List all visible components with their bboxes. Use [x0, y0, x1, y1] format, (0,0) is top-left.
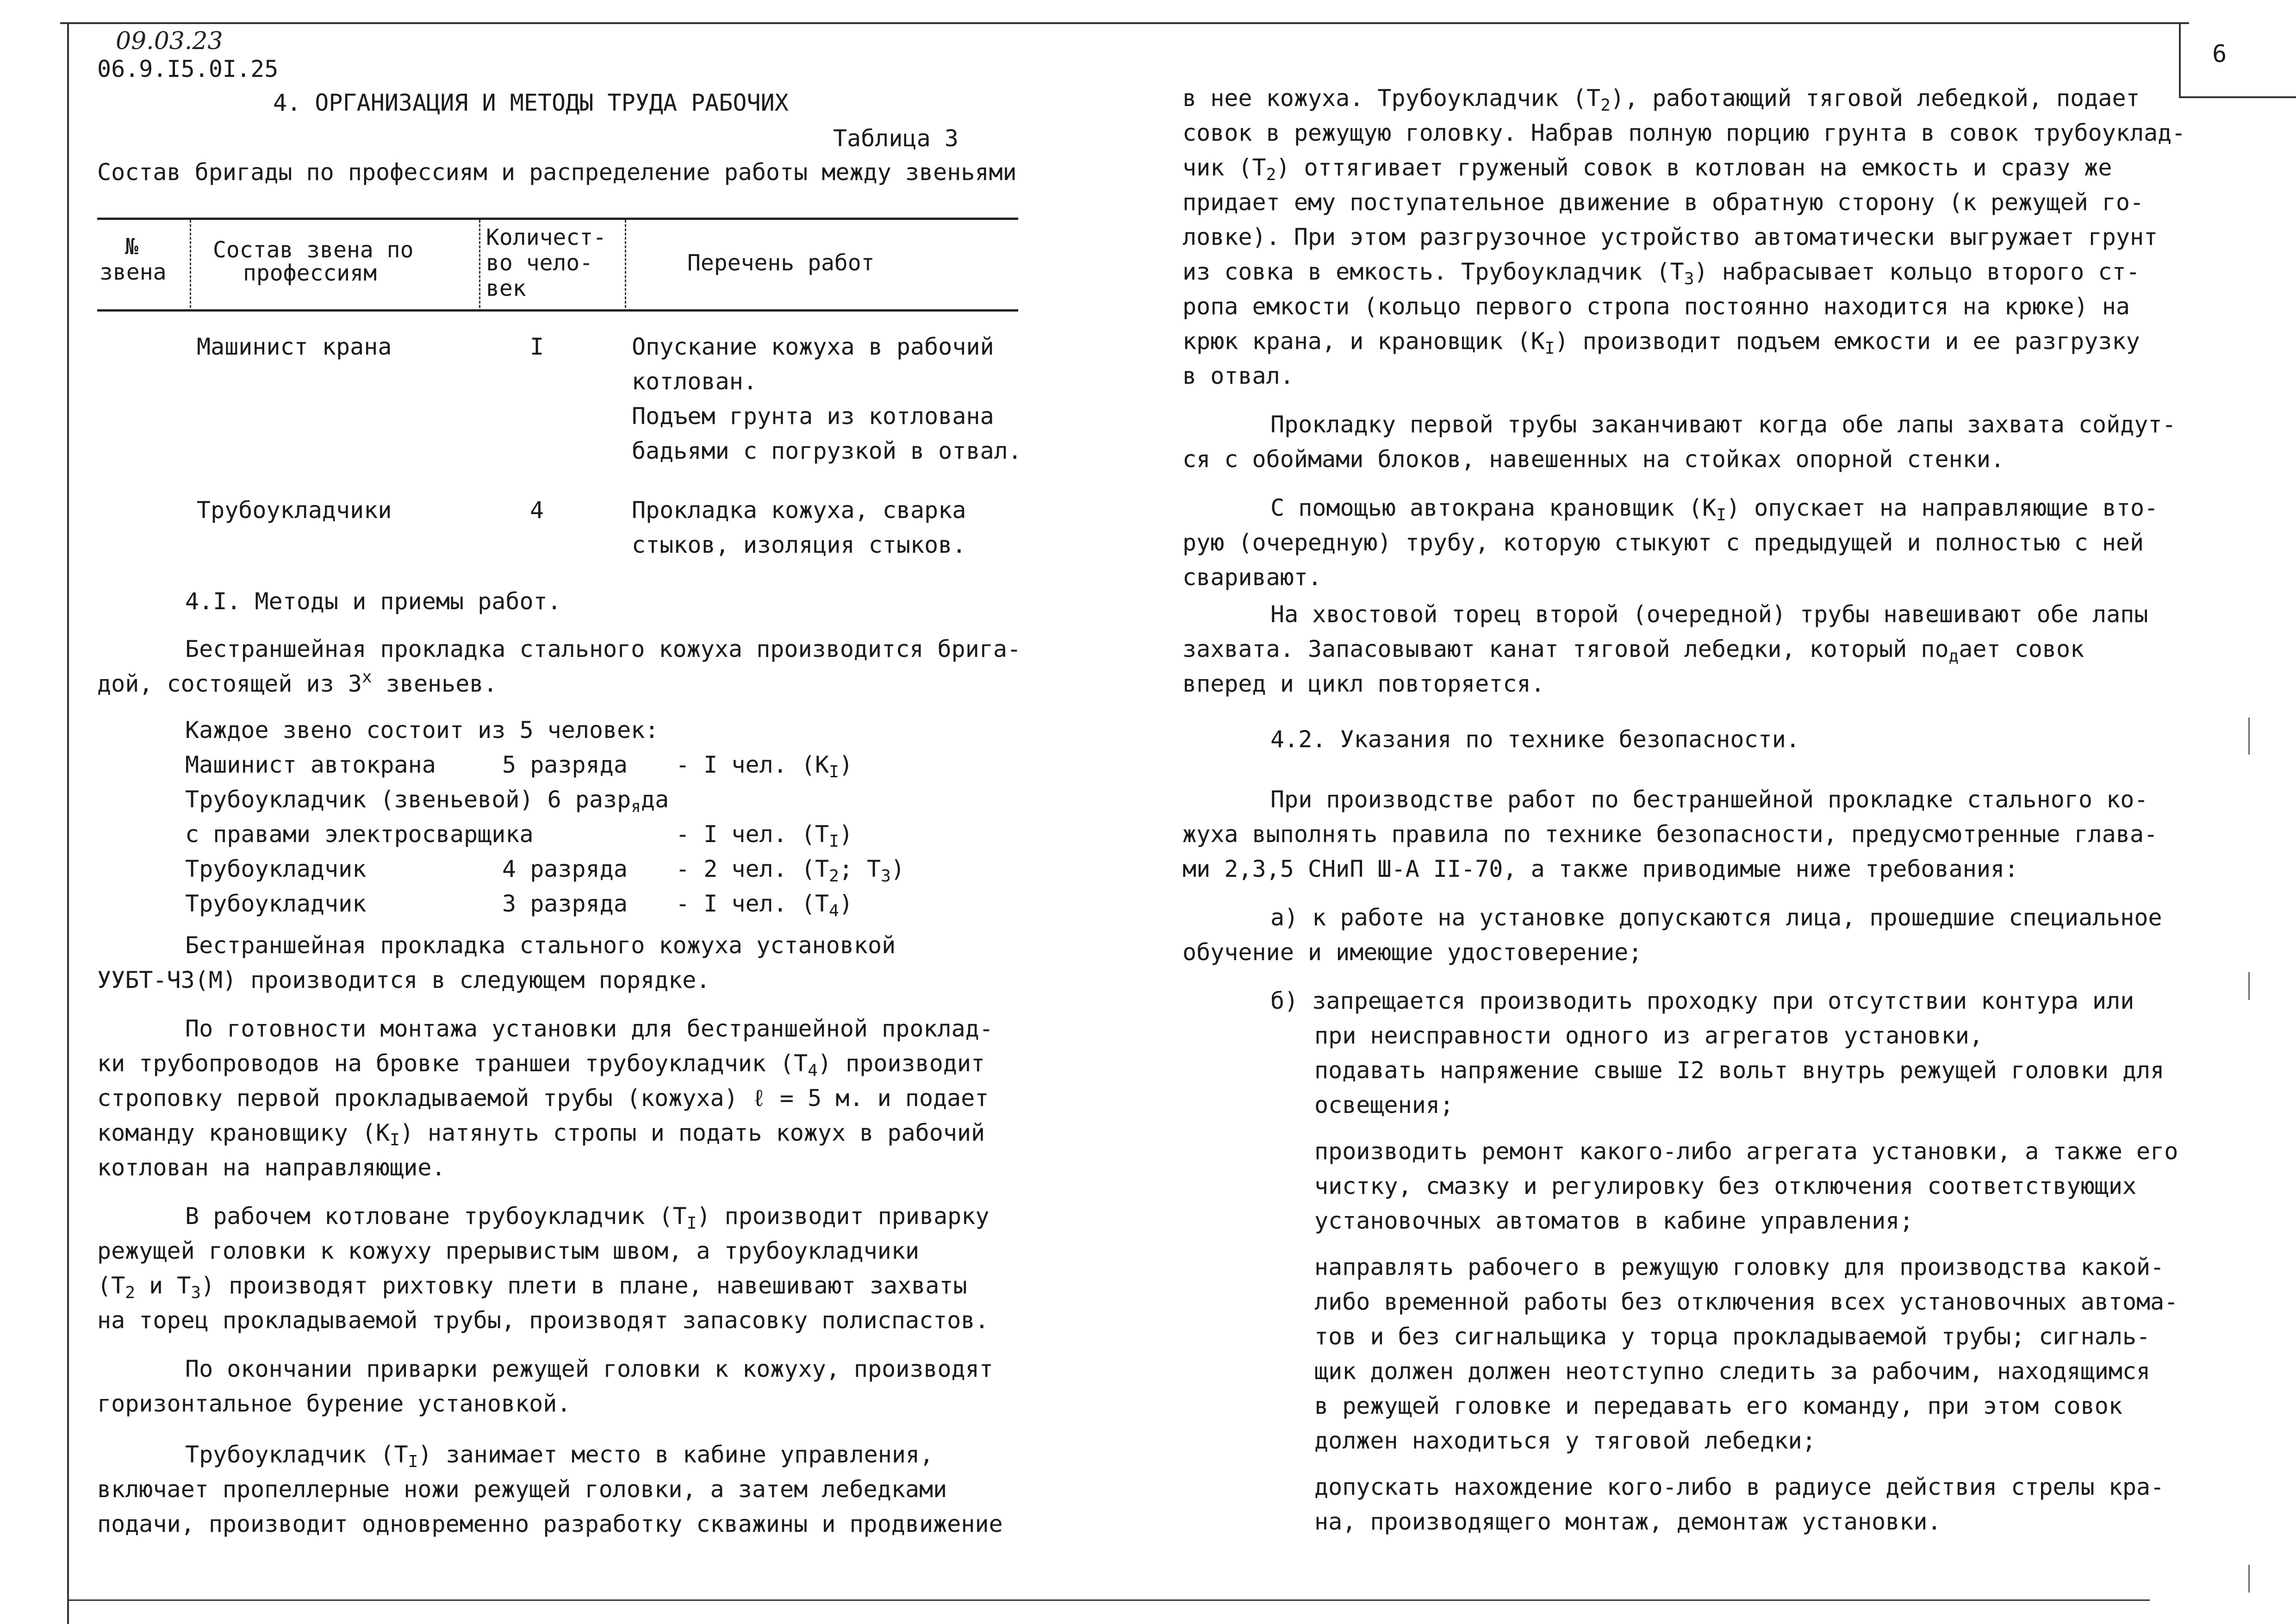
text-line: Прокладку первой трубы заканчивают когда обе лапы захвата сойдут- — [1270, 411, 2176, 438]
section-title: 4. ОРГАНИЗАЦИЯ И МЕТОДЫ ТРУДА РАБОЧИХ — [273, 89, 789, 116]
text-span: из совка в емкость. Трубоукладчик (Т — [1182, 258, 1684, 285]
text-line: режущей головки к кожуху прерывистым швом, а трубоукладчики — [97, 1237, 920, 1264]
text-span: да — [641, 786, 669, 813]
text-span: в нее кожуха. Трубоукладчик (Т — [1182, 85, 1601, 112]
table-header-count-2: во чело- — [486, 250, 593, 276]
subscript: 2 — [829, 867, 839, 886]
text-span: ) опускает на направляющие вто- — [1726, 494, 2159, 521]
text-span: ) производит приварку — [697, 1203, 989, 1230]
text-span: ) — [839, 890, 853, 917]
column-divider — [625, 220, 626, 308]
text-span: (К — [801, 751, 829, 778]
text-span: - 2 чел. — [676, 856, 787, 882]
text-line: При производстве работ по бестраншейной прокладке стального ко- — [1270, 786, 2148, 813]
superscript: х — [361, 668, 372, 687]
text-span: ; Т — [839, 856, 881, 882]
text-line: вперед и цикл повторяется. — [1182, 670, 1545, 697]
text-span: (Т — [801, 856, 829, 882]
text-span: ) — [839, 751, 853, 778]
handwritten-date: 09.03.23 — [116, 27, 223, 55]
text-span: захвата. Запасовывают канат тяговой лебедки, который по — [1182, 636, 1949, 662]
crew-role: Трубоукладчик — [185, 856, 367, 882]
text-line: По готовности монтажа установки для бестраншейной проклад- — [185, 1015, 993, 1042]
list-item: щик должен должен неотступно следить за рабочим, находящимся — [1314, 1358, 2151, 1385]
list-item: тов и без сигнальщика у торца прокладываемой трубы; сигналь- — [1314, 1323, 2151, 1350]
crew-row — [185, 748, 436, 782]
text-span: ) производит подъем емкости и ее разгрузку — [1555, 328, 2140, 355]
table-cell-work: Прокладка кожуха, сварка — [632, 497, 966, 524]
text-line: сваривают. — [1182, 564, 1322, 591]
text-line: строповку первой прокладываемой трубы (кожуха) ℓ = 5 м. и подает — [97, 1085, 989, 1112]
text-span: В рабочем котловане трубоукладчик (Т — [185, 1203, 687, 1230]
list-item: допускать нахождение кого-либо в радиусе действия стрелы кра- — [1314, 1474, 2165, 1500]
list-item: подавать напряжение свыше I2 вольт внутрь режущей головки для — [1314, 1057, 2165, 1084]
list-item: б) запрещается производить проходку при отсутствии контура или — [1270, 987, 2134, 1014]
text-span: ) набрасывает кольцо второго ст- — [1694, 258, 2140, 285]
list-item: чистку, смазку и регулировку без отключения соответствующих — [1314, 1173, 2137, 1199]
margin-mark — [2248, 972, 2250, 1000]
subscript: 2 — [1266, 165, 1276, 184]
text-span: С помощью автокрана крановщик (К — [1270, 494, 1717, 521]
page-frame-top — [60, 22, 2189, 24]
text-span: - I чел. — [676, 751, 787, 778]
text-span: - I чел. — [676, 890, 787, 917]
crew-count — [676, 748, 853, 782]
text-line — [1182, 255, 2140, 289]
table-cell-count: 4 — [530, 497, 544, 524]
subscript: я — [631, 797, 641, 816]
crew-grade: 5 разряда — [502, 751, 628, 778]
text-line — [1182, 81, 2140, 116]
table-top-rule — [97, 218, 1018, 220]
crew-grade: 3 разряда — [502, 890, 628, 917]
crew-row — [185, 782, 669, 817]
column-divider — [479, 220, 480, 308]
text-line: жуха выполнять правила по технике безопасности, предусмотренные глава- — [1182, 821, 2158, 848]
text-span: ) натянуть стропы и подать кожух в рабочий — [399, 1119, 985, 1146]
text-line: в отвал. — [1182, 362, 1294, 389]
text-span: ) — [890, 856, 905, 882]
text-line — [1182, 632, 2084, 667]
crew-role: Трубоукладчик — [185, 890, 367, 917]
text-line — [97, 1268, 967, 1303]
text-line: горизонтальное бурение установкой. — [97, 1390, 571, 1417]
subscript: I — [829, 762, 839, 781]
table-cell-count: I — [530, 333, 544, 360]
text-line — [185, 1199, 989, 1234]
text-span: Трубоукладчик (Т — [185, 1441, 408, 1468]
list-item: в режущей головке и передавать его команду, при этом совок — [1314, 1393, 2122, 1419]
page-frame-left — [67, 22, 69, 1624]
table-cell-profession: Машинист крана — [197, 333, 392, 360]
text-span: ает совок — [1959, 636, 2084, 662]
subscript: I — [686, 1214, 697, 1233]
text-line — [1270, 491, 2158, 525]
safety-title: 4.2. Указания по технике безопасности. — [1270, 726, 1800, 753]
crew-count — [676, 887, 853, 921]
subscript: 2 — [125, 1283, 135, 1302]
margin-mark — [2248, 718, 2250, 755]
page-frame-bottom — [67, 1599, 2150, 1601]
text-span: ки трубопроводов на бровке траншеи трубоукладчик (Т — [97, 1050, 808, 1077]
table-cell-work: Опускание кожуха в рабочий — [632, 333, 994, 360]
text-span: (Т — [801, 890, 829, 917]
table-caption: Состав бригады по профессиям и распределение работы между звеньями — [97, 159, 1017, 186]
table-header-composition: Состав звена по — [213, 237, 414, 263]
subscript: I — [390, 1131, 400, 1149]
crew-role: Трубоукладчик (звеньевой) 6 разр — [185, 786, 631, 813]
subscript: д — [1948, 647, 1959, 666]
subscript: 2 — [1600, 96, 1611, 115]
table-header-count: Количест- — [486, 225, 607, 250]
page-number: 6 — [2212, 40, 2227, 68]
text-line — [1182, 150, 2112, 185]
text-span: крюк крана, и крановщик (К — [1182, 328, 1545, 355]
text-line — [97, 1116, 985, 1150]
text-span: ) оттягивает груженый совок в котлован на емкость и сразу же — [1276, 154, 2112, 181]
list-item: на, производящего монтаж, демонтаж установки. — [1314, 1508, 1941, 1535]
table-cell-profession: Трубоукладчики — [197, 497, 392, 524]
list-item: направлять рабочего в режущую головку для производства какой- — [1314, 1254, 2165, 1280]
table-number: Таблица 3 — [833, 125, 958, 152]
crew-count — [676, 852, 905, 887]
text-span: и Т — [135, 1272, 191, 1299]
subscript: I — [829, 832, 839, 851]
table-cell-work: бадьями с погрузкой в отвал. — [632, 437, 1022, 464]
text-span: команду крановщику (К — [97, 1119, 390, 1146]
table-header-rule — [97, 309, 1018, 312]
crew-count — [676, 817, 853, 852]
text-line: ропа емкости (кольцо первого стропа постоянно находится на крюке) на — [1182, 293, 2130, 320]
list-item: обучение и имеющие удостоверение; — [1182, 939, 1643, 966]
text-line: включает пропеллерные ножи режущей головки, а затем лебедками — [97, 1476, 947, 1503]
list-item: а) к работе на установке допускаются лица, прошедшие специальное — [1270, 904, 2162, 931]
text-span: ) занимает место в кабине управления, — [418, 1441, 934, 1468]
subsection-title: 4.I. Методы и приемы работ. — [185, 588, 561, 615]
text-line: подачи, производит одновременно разработку скважины и продвижение — [97, 1511, 1003, 1537]
crew-intro: Каждое звено состоит из 5 человек: — [185, 717, 659, 743]
text-line: придает ему поступательное движение в обратную сторону (к режущей го- — [1182, 189, 2144, 216]
subscript: I — [408, 1452, 418, 1471]
text-line: ловке). При этом разгрузочное устройство автоматически выгружает грунт — [1182, 224, 2158, 250]
crew-role: Машинист автокрана — [185, 751, 436, 778]
text-line — [97, 1046, 985, 1081]
text-line — [97, 667, 498, 701]
table-cell-work: котлован. — [632, 368, 757, 395]
table-header-count-3: век — [486, 275, 526, 301]
subscript: 3 — [1684, 269, 1694, 288]
text-line: Бестраншейная прокладка стального кожуха установкой — [185, 932, 896, 959]
text-span: ) производит — [817, 1050, 985, 1077]
crew-role: с правами электросварщика — [185, 821, 534, 848]
table-header-composition-2: профессиям — [243, 260, 377, 286]
subscript: 3 — [191, 1283, 201, 1302]
page-number-box — [2179, 22, 2296, 98]
text-line: На хвостовой торец второй (очередной) трубы навешивают обе лапы — [1270, 601, 2148, 628]
table-cell-work: Подъем грунта из котлована — [632, 403, 994, 430]
subscript: 4 — [808, 1061, 818, 1080]
document-code: 06.9.I5.0I.25 — [97, 56, 279, 82]
table-header-number-label: звена — [100, 259, 167, 285]
text-line: УУБТ-ЧЗ(М) производится в следующем порядке. — [97, 967, 710, 993]
text-span: чик (Т — [1182, 154, 1266, 181]
subscript: I — [1544, 339, 1555, 358]
text-line: котлован на направляющие. — [97, 1154, 446, 1181]
text-line: рую (очередную) трубу, которую стыкуют с предыдущей и полностью с ней — [1182, 529, 2144, 556]
text-span: звеньев. — [372, 670, 498, 697]
list-item: установочных автоматов в кабине управления; — [1314, 1207, 1914, 1234]
text-span: - I чел. — [676, 821, 787, 848]
text-line: Бестраншейная прокладка стального кожуха производится брига- — [185, 636, 1021, 662]
table-header-works: Перечень работ — [687, 250, 875, 276]
text-line — [1182, 324, 2140, 359]
text-span: ) производят рихтовку плети в плане, навешивают захваты — [201, 1272, 967, 1299]
text-line: ся с обоймами блоков, навешенных на стойках опорной стенки. — [1182, 446, 2005, 473]
column-divider — [190, 220, 191, 308]
text-span: ), работающий тяговой лебедкой, подает — [1610, 85, 2140, 112]
text-span: (Т — [97, 1272, 125, 1299]
text-line: ми 2,3,5 СНиП Ш-А II-70, а также приводимые ниже требования: — [1182, 856, 2019, 882]
text-line: совок в режущую головку. Набрав полную порцию грунта в совок трубоуклад- — [1182, 119, 2186, 146]
table-cell-work: стыков, изоляция стыков. — [632, 531, 966, 558]
subscript: 3 — [881, 867, 891, 886]
list-item: при неисправности одного из агрегатов установки, — [1314, 1022, 1983, 1049]
list-item: освещения; — [1314, 1092, 1454, 1118]
table-header-number: № — [125, 234, 138, 260]
crew-grade: 4 разряда — [502, 856, 628, 882]
subscript: I — [1716, 506, 1726, 525]
list-item: должен находиться у тяговой лебедки; — [1314, 1427, 1816, 1454]
list-item: производить ремонт какого-либо агрегата установки, а также его — [1314, 1138, 2178, 1165]
text-line: на торец прокладываемой трубы, производят запасовку полиспастов. — [97, 1307, 989, 1334]
text-span: ) — [839, 821, 853, 848]
subscript: 4 — [829, 901, 839, 920]
text-span: дой, состоящей из 3 — [97, 670, 362, 697]
text-span: (Т — [801, 821, 829, 848]
text-line — [185, 1437, 933, 1472]
margin-mark — [2248, 1565, 2250, 1593]
list-item: либо временной работы без отключения всех установочных автома- — [1314, 1288, 2178, 1315]
text-line: По окончании приварки режущей головки к кожуху, производят — [185, 1355, 993, 1382]
